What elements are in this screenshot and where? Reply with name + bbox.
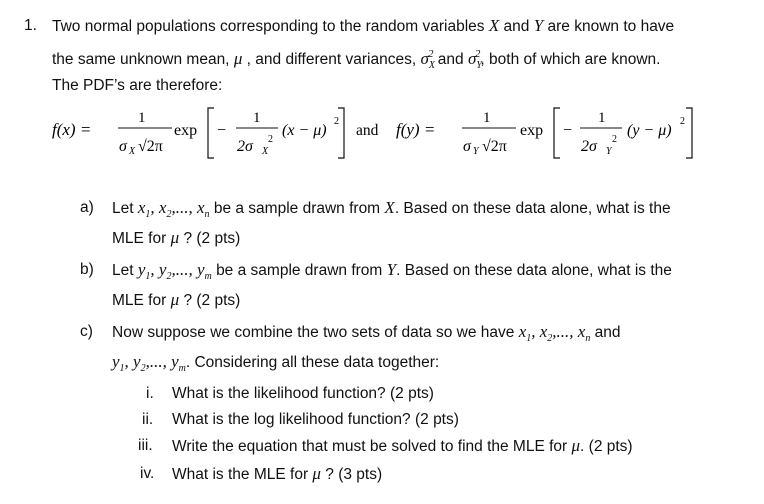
fx-square: 2 (334, 116, 339, 127)
subpart-iv-mu: μ (312, 464, 321, 483)
fx-minus: − (217, 122, 227, 139)
var-x: X (488, 16, 500, 35)
part-a-text-e: ? (2 pts) (183, 230, 241, 247)
fy-exp: exp (520, 122, 544, 139)
y-sample: $y_1$, $y_2$,..., $y_m$ (137, 260, 212, 282)
line2-text-c: and (437, 51, 464, 68)
intro-text-b: are known to have (547, 18, 675, 35)
subpart-i-text: What is the likelihood function? (2 pts) (172, 385, 434, 402)
fx-sigma-subscript: X (129, 146, 136, 157)
part-b-text-a: Let (112, 262, 134, 279)
fy-square: 2 (680, 116, 685, 127)
fx-two-sigma-sup: 2 (268, 134, 273, 145)
part-c-line-2 (112, 352, 439, 379)
fy-sqrt2pi: √2π (482, 138, 507, 155)
fy-label: f(y) = (396, 120, 436, 139)
part-b-var-y: Y (386, 260, 397, 279)
fy-minus: − (563, 122, 573, 139)
subpart-iii-label: iii. (138, 437, 153, 454)
fy-y-minus-mu: (y − μ) (627, 122, 672, 139)
fy-numerator: 1 (483, 110, 491, 126)
subpart-ii-label: ii. (142, 411, 154, 428)
fy-inner-numerator: 1 (598, 110, 606, 126)
part-b-text-b: be a sample drawn from (216, 262, 383, 279)
part-b-mu: μ (170, 290, 180, 309)
part-b-text-e: ? (2 pts) (183, 292, 241, 309)
part-a-label: a) (80, 199, 94, 216)
fy-two-sigma-sub: Y (606, 146, 612, 157)
part-a-text-c: . Based on these data alone, what is the (394, 200, 671, 217)
part-c-label: c) (80, 323, 93, 340)
equation-and: and (356, 122, 379, 139)
var-y: Y (533, 16, 544, 35)
fy-sigma-subscript: Y (473, 146, 479, 157)
fy-two-sigma-sup: 2 (612, 134, 617, 145)
part-a-line-2 (112, 228, 240, 249)
subpart-iii-mu: μ (571, 436, 581, 455)
fx-bracket-left (208, 108, 214, 158)
intro-text: Two normal populations corresponding to the random variables (52, 18, 485, 35)
and-word: and (503, 18, 530, 35)
fx-x-minus-mu: (x − μ) (282, 122, 327, 139)
subpart-iii-text-a: Write the equation that must be solved to find the MLE for (172, 438, 568, 455)
part-b-line-1 (112, 260, 672, 287)
part-a-line-1 (112, 198, 671, 225)
part-c-y-sample: $y_1$, $y_2$,..., $y_m$ (112, 352, 186, 374)
subpart-iv-text-b: ? (3 pts) (325, 466, 383, 483)
sigma-y-squared: $\sigma_Y^2$ (467, 48, 482, 71)
subpart-iii-text-b: . (2 pts) (580, 438, 633, 455)
part-c-text-c: . Considering all these data together: (185, 354, 440, 371)
part-b-label: b) (80, 261, 94, 278)
fx-two-sigma-sub: X (262, 146, 269, 157)
part-c-text-a: Now suppose we combine the two sets of data so we have (112, 324, 515, 341)
subpart-iv-line (172, 464, 382, 485)
line2-text-a: the same unknown mean, (52, 51, 230, 68)
part-b-line-2 (112, 290, 240, 311)
part-a-text-d: MLE for (112, 230, 167, 247)
subpart-iii-line (172, 436, 633, 457)
fx-numerator: 1 (138, 110, 146, 126)
part-b-text-d: MLE for (112, 292, 167, 309)
fx-label: f(x) = (52, 120, 92, 139)
problem-line-2 (52, 44, 660, 76)
part-a-text-a: Let (112, 200, 134, 217)
part-a-mu: μ (170, 228, 180, 247)
line2-text-b: , and different variances, (246, 51, 417, 68)
fy-two-sigma: 2σ (581, 138, 597, 155)
fy-sigma: σ (463, 138, 471, 155)
part-a-text-b: be a sample drawn from (213, 200, 381, 217)
pdf-equations (0, 104, 764, 164)
problem-line-3: The PDF’s are therefore: (52, 77, 223, 94)
problem-line-1 (52, 16, 674, 37)
fx-sigma: σ (119, 138, 127, 155)
problem-number: 1. (24, 17, 37, 34)
subpart-i-label: i. (146, 385, 154, 402)
fx-two-sigma: 2σ (237, 138, 253, 155)
part-b-text-c: . Based on these data alone, what is the (396, 262, 672, 279)
part-c-text-b: and (594, 324, 621, 341)
subpart-iv-text-a: What is the MLE for (172, 466, 309, 483)
subpart-iv-label: iv. (140, 465, 155, 482)
sigma-x-squared: $\sigma_X^2$ (420, 48, 435, 71)
subpart-ii-text: What is the log likelihood function? (2 pts) (172, 411, 459, 428)
fx-inner-numerator: 1 (253, 110, 261, 126)
part-c-x-sample: $x_1$, $x_2$,..., $x_n$ (518, 322, 591, 344)
mu-symbol: μ (233, 49, 243, 68)
fx-sqrt2pi: √2π (138, 138, 163, 155)
fx-exp: exp (174, 122, 198, 139)
part-c-line-1 (112, 322, 621, 349)
fy-bracket-left (554, 108, 560, 158)
x-sample: $x_1$, $x_2$,..., $x_n$ (137, 198, 210, 220)
part-a-var-x: X (384, 198, 395, 217)
line2-text-d: , both of which are known. (480, 51, 661, 68)
fy-bracket-right (686, 108, 692, 158)
